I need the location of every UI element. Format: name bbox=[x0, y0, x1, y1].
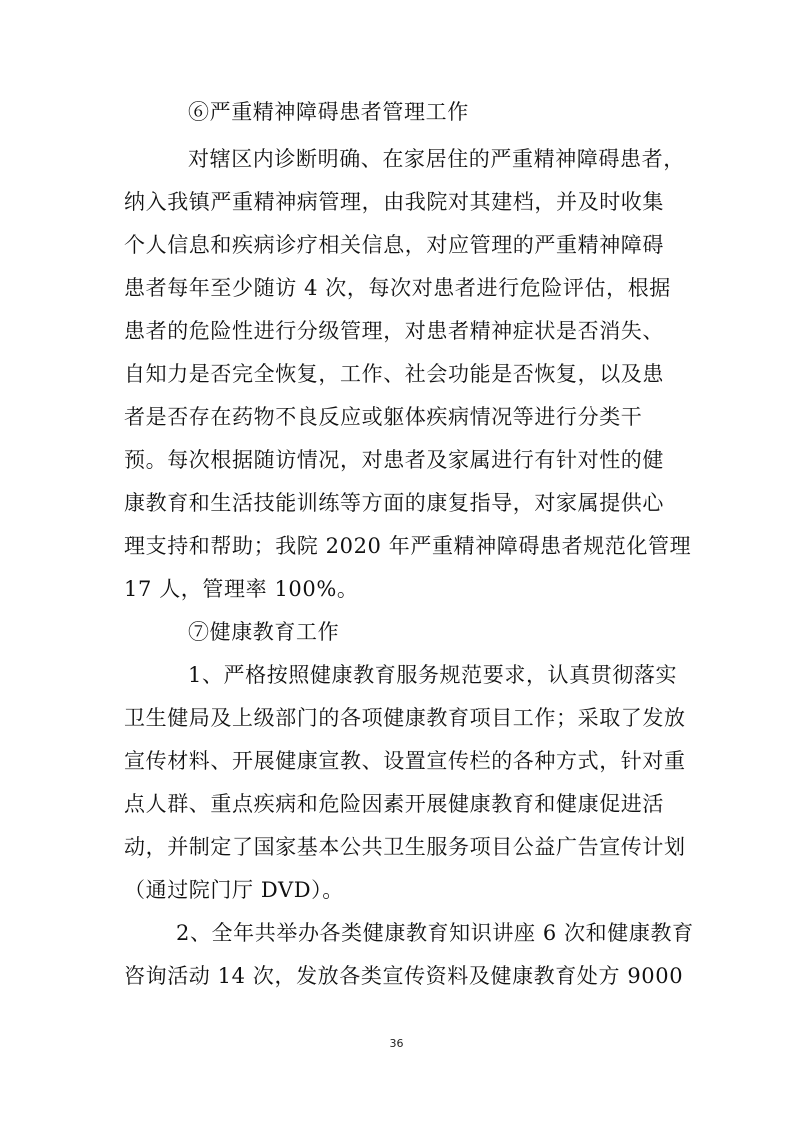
paragraph-line: 2、全年共举办各类健康教育知识讲座 6 次和健康教育 bbox=[176, 921, 694, 945]
paragraph-line: 17 人，管理率 100%。 bbox=[124, 577, 359, 601]
page-number: 36 bbox=[389, 1037, 404, 1050]
paragraph-line: 点人群、重点疾病和危险因素开展健康教育和健康促进活 bbox=[124, 792, 664, 816]
paragraph-line: 纳入我镇严重精神病管理，由我院对其建档，并及时收集 bbox=[124, 190, 664, 214]
paragraph-line: 自知力是否完全恢复，工作、社会功能是否恢复，以及患 bbox=[124, 362, 664, 386]
paragraph-line: 宣传材料、开展健康宣教、设置宣传栏的各种方式，针对重 bbox=[124, 749, 686, 773]
paragraph-line: 动，并制定了国家基本公共卫生服务项目公益广告宣传计划 bbox=[124, 835, 686, 859]
paragraph-line: 患者每年至少随访 4 次，每次对患者进行危险评估，根据 bbox=[124, 276, 671, 300]
paragraph-line: 者是否存在药物不良反应或躯体疾病情况等进行分类干 bbox=[124, 405, 643, 429]
paragraph-line: （通过院门厅 DVD）。 bbox=[124, 878, 344, 902]
paragraph-line: 理支持和帮助；我院 2020 年严重精神障碍患者规范化管理 bbox=[124, 534, 692, 558]
paragraph-line: 患者的危险性进行分级管理，对患者精神症状是否消失、 bbox=[124, 319, 664, 343]
paragraph-line: 预。每次根据随访情况，对患者及家属进行有针对性的健 bbox=[124, 448, 664, 472]
paragraph-line: 康教育和生活技能训练等方面的康复指导，对家属提供心 bbox=[124, 491, 664, 515]
section-heading-mental-health: ⑥严重精神障碍患者管理工作 bbox=[188, 100, 469, 124]
paragraph-line: 咨询活动 14 次，发放各类宣传资料及健康教育处方 9000 bbox=[124, 964, 684, 988]
paragraph-line: 1、严格按照健康教育服务规范要求，认真贯彻落实 bbox=[188, 663, 678, 687]
paragraph-line: 卫生健局及上级部门的各项健康教育项目工作；采取了发放 bbox=[124, 706, 686, 730]
paragraph-line: 个人信息和疾病诊疗相关信息，对应管理的严重精神障碍 bbox=[124, 233, 664, 257]
paragraph-line: 对辖区内诊断明确、在家居住的严重精神障碍患者， bbox=[188, 147, 685, 171]
section-heading-health-education: ⑦健康教育工作 bbox=[188, 620, 340, 644]
